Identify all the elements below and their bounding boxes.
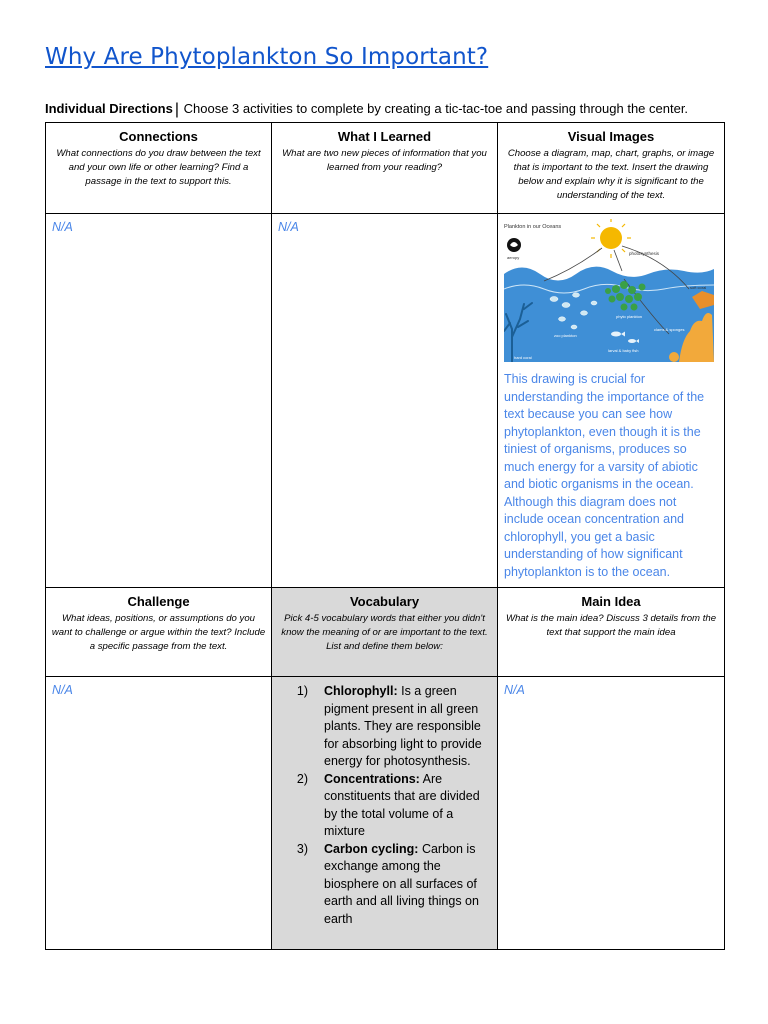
challenge-answer: N/A — [52, 683, 73, 697]
label-larval-fish: larval & baby fish — [608, 348, 639, 353]
vocabulary-header-cell — [272, 588, 498, 677]
challenge-heading: Challenge — [127, 594, 190, 609]
label-soft-coral: soft coral — [690, 285, 707, 290]
vocabulary-number: 2) — [296, 771, 308, 786]
vocabulary-number: 3) — [296, 841, 308, 856]
learned-answer: N/A — [278, 220, 299, 234]
vocabulary-number: 1) — [296, 684, 308, 698]
vocabulary-list — [272, 677, 497, 928]
vocabulary-item — [278, 683, 491, 771]
page-title[interactable]: Why Are Phytoplankton So Important? — [45, 44, 489, 70]
mainidea-header-cell — [498, 588, 725, 677]
diagram-caption: Plankton in our Oceans — [504, 224, 562, 230]
vocabulary-definition: Is a green pigment present in all green plants. They are responsible for absorbing light to provide energy for photosynthesis. — [324, 684, 482, 768]
challenge-answer-cell[interactable] — [46, 677, 272, 950]
learned-header-cell — [272, 123, 498, 214]
visual-header-cell — [498, 123, 725, 214]
vocabulary-item — [278, 841, 491, 929]
mainidea-prompt: What is the main idea? Discuss 3 details from the text that support the main idea — [505, 613, 717, 638]
vocabulary-answer-cell[interactable] — [272, 677, 498, 950]
connections-answer-cell[interactable] — [46, 214, 272, 588]
connections-heading: Connections — [119, 129, 198, 144]
visual-heading: Visual Images — [567, 129, 655, 144]
mainidea-heading: Main Idea — [581, 594, 641, 609]
plankton-diagram — [504, 219, 714, 362]
directions-text: Choose 3 activities to complete by creating a tic-tac-toe and passing through the center. — [183, 101, 689, 116]
visual-answer-cell[interactable] — [498, 214, 725, 588]
label-hard-coral: hard coral — [514, 355, 532, 360]
vocabulary-definition: Carbon is exchange among the biosphere on all surfaces of earth and all living things on earth — [324, 841, 479, 926]
visual-explanation: This drawing is crucial for understanding the importance of the text because you can see how phytoplankton, even though it is the tiniest of organisms, produces so much energy for a varsity of abiotic and biotic organisms in the ocean. Although this diagram does not include ocean concentration and chlorophyll, you get a basic understanding of how significant phytoplankton is to the ocean. — [504, 372, 705, 579]
vocabulary-heading: Vocabulary — [349, 594, 420, 609]
directions — [45, 101, 688, 119]
label-clams: clams & sponges — [654, 327, 685, 332]
connections-answer: N/A — [52, 220, 73, 234]
diagram-logo-text: aeropy — [507, 255, 520, 260]
learned-prompt: What are two new pieces of information that you learned from your reading? — [282, 148, 487, 173]
connections-prompt: What connections do you draw between the text and your own life or other learning? Find a passage in the text to support this. — [56, 148, 261, 187]
vocabulary-term: Chlorophyll: — [324, 684, 398, 698]
tic-tac-toe-grid — [45, 122, 725, 950]
label-zooplankton: zoo plankton — [554, 333, 577, 338]
vocabulary-definition: Are constituents that are divided by the total volume of a mixture — [324, 771, 480, 838]
mainidea-answer: N/A — [504, 683, 525, 697]
challenge-prompt: What ideas, positions, or assumptions do you want to challenge or argue within the text? Include a specific passage from the text. — [51, 613, 266, 652]
directions-label: Individual Directions — [45, 101, 173, 116]
challenge-header-cell — [46, 588, 272, 677]
label-phytoplankton: phyto plankton — [616, 314, 643, 319]
vocabulary-item — [278, 771, 491, 841]
aeropy-logo-icon — [507, 238, 521, 252]
vocabulary-term: Concentrations: — [324, 771, 420, 786]
mainidea-answer-cell[interactable] — [498, 677, 725, 950]
label-photosynthesis: photosynthesis — [629, 251, 660, 256]
vocabulary-prompt: Pick 4-5 vocabulary words that either you didn't know the meaning of or are important to the text. List and define them below: — [281, 613, 488, 652]
visual-prompt: Choose a diagram, map, chart, graphs, or image that is important to the text. Insert the drawing below and explain why it is significant to the understanding of the text. — [507, 148, 715, 201]
learned-answer-cell[interactable] — [272, 214, 498, 588]
learned-heading: What I Learned — [337, 129, 432, 144]
directions-separator: | — [174, 101, 180, 118]
vocabulary-term: Carbon cycling: — [324, 841, 419, 856]
connections-header-cell — [46, 123, 272, 214]
